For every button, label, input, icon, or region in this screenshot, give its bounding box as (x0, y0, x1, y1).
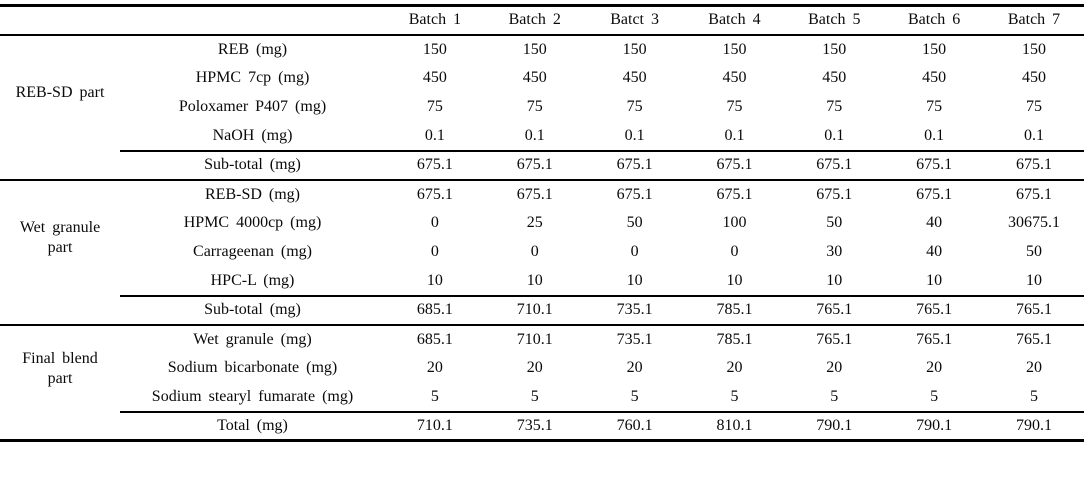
subtotal-value: 675.1 (685, 151, 785, 180)
value-cell: 5 (1030, 387, 1039, 405)
batch-header: Batch 6 (884, 6, 984, 35)
ingredient-label: HPMC 7cp (mg) (195, 69, 310, 86)
subtotal-value: 675.1 (585, 151, 685, 180)
value-cell: 0.1 (824, 126, 845, 144)
value-cell: 0.1 (924, 126, 945, 144)
value-cell: 5 (930, 387, 939, 405)
group-spacer (0, 412, 120, 441)
value-cell: 5 (530, 387, 539, 405)
subtotal-row (0, 151, 1084, 180)
table-row (0, 209, 1084, 238)
value-cell: 20 (826, 359, 843, 376)
table-row (0, 238, 1084, 267)
subtotal-value: 685.1 (385, 296, 485, 325)
group-spacer (0, 296, 120, 325)
ingredient-label: Sodium stearyl fumarate (mg) (151, 387, 354, 405)
value-cell: 785.1 (716, 330, 753, 348)
ingredient-label: HPC-L (mg) (210, 271, 295, 289)
value-cell: 0.1 (724, 126, 745, 144)
value-cell: 10 (626, 271, 643, 289)
value-cell: 75 (726, 98, 743, 115)
value-cell: 10 (826, 271, 843, 289)
subtotal-label: Sub-total (mg) (120, 151, 385, 180)
value-cell: 10 (1026, 271, 1043, 289)
value-cell: 20 (926, 359, 943, 376)
value-cell: 20 (726, 359, 743, 376)
value-cell: 0.1 (524, 126, 545, 144)
value-cell: 710.1 (516, 330, 553, 348)
total-value: 790.1 (984, 412, 1084, 441)
value-cell: 765.1 (816, 330, 853, 348)
table-row (0, 122, 1084, 151)
subtotal-value: 675.1 (984, 151, 1084, 180)
value-cell: 10 (926, 271, 943, 289)
value-cell: 40 (926, 243, 943, 260)
value-cell: 50 (626, 214, 643, 231)
table-row (0, 180, 1084, 209)
value-cell: 75 (1026, 98, 1043, 115)
value-cell: 450 (622, 69, 647, 86)
value-cell: 450 (1022, 69, 1047, 86)
value-cell: 150 (622, 40, 647, 58)
table-row (0, 267, 1084, 296)
value-cell: 150 (422, 40, 447, 58)
subtotal-value: 675.1 (385, 151, 485, 180)
value-cell: 0 (630, 243, 639, 260)
value-cell: 675.1 (516, 185, 553, 203)
value-cell: 150 (722, 40, 747, 58)
batch-header: Batch 2 (485, 6, 585, 35)
corner-cell (0, 6, 385, 35)
ingredient-label: REB (mg) (217, 40, 288, 58)
formulation-table (0, 4, 1084, 442)
value-cell: 450 (822, 69, 847, 86)
value-cell: 450 (422, 69, 447, 86)
ingredient-label: Wet granule (mg) (193, 330, 312, 348)
ingredient-label: Poloxamer P407 (mg) (178, 98, 327, 115)
value-cell: 5 (630, 387, 639, 405)
total-value: 760.1 (585, 412, 685, 441)
subtotal-value: 765.1 (784, 296, 884, 325)
value-cell: 75 (526, 98, 543, 115)
value-cell: 5 (730, 387, 739, 405)
value-cell: 75 (826, 98, 843, 115)
value-cell: 30 (826, 243, 843, 260)
subtotal-value: 675.1 (485, 151, 585, 180)
value-cell: 5 (430, 387, 439, 405)
ingredient-label: NaOH (mg) (212, 126, 293, 144)
value-cell: 20 (526, 359, 543, 376)
value-cell: 735.1 (616, 330, 653, 348)
total-row (0, 412, 1084, 441)
group-label: REB-SD part (15, 84, 105, 101)
total-label: Total (mg) (120, 412, 385, 441)
group-label: Wet granule part (19, 219, 101, 256)
value-cell: 675.1 (716, 185, 753, 203)
value-cell: 685.1 (416, 330, 453, 348)
value-cell: 675.1 (1016, 185, 1053, 203)
subtotal-value: 675.1 (784, 151, 884, 180)
ingredient-label: REB-SD (mg) (205, 185, 300, 203)
batch-header: Batch 1 (385, 6, 485, 35)
value-cell: 675.1 (816, 185, 853, 203)
value-cell: 50 (826, 214, 843, 231)
batch-header: Batch 7 (984, 6, 1084, 35)
value-cell: 0 (430, 214, 439, 231)
value-cell: 10 (726, 271, 743, 289)
value-cell: 0.1 (424, 126, 445, 144)
total-value: 735.1 (485, 412, 585, 441)
value-cell: 150 (1022, 40, 1047, 58)
header-row (0, 6, 1084, 35)
value-cell: 450 (722, 69, 747, 86)
value-cell: 75 (926, 98, 943, 115)
value-cell: 150 (522, 40, 547, 58)
value-cell: 450 (922, 69, 947, 86)
total-value: 790.1 (884, 412, 984, 441)
ingredient-label: Carrageenan (mg) (193, 243, 312, 260)
value-cell: 765.1 (916, 330, 953, 348)
ingredient-label: HPMC 4000cp (mg) (183, 214, 322, 231)
value-cell: 25 (526, 214, 543, 231)
value-cell: 40 (926, 214, 943, 231)
value-cell: 150 (922, 40, 947, 58)
group-spacer (0, 151, 120, 180)
table-row (0, 64, 1084, 93)
value-cell: 765.1 (1016, 330, 1053, 348)
value-cell: 20 (626, 359, 643, 376)
group-label: Final blend part (22, 349, 98, 387)
batch-header: Batch 4 (685, 6, 785, 35)
subtotal-row (0, 296, 1084, 325)
value-cell: 100 (722, 214, 747, 231)
total-value: 790.1 (784, 412, 884, 441)
value-cell: 20 (1026, 359, 1043, 376)
table-row (0, 35, 1084, 64)
subtotal-value: 785.1 (685, 296, 785, 325)
value-cell: 10 (426, 271, 443, 289)
value-cell: 675.1 (916, 185, 953, 203)
subtotal-value: 710.1 (485, 296, 585, 325)
value-cell: 675.1 (616, 185, 653, 203)
subtotal-label: Sub-total (mg) (120, 296, 385, 325)
value-cell: 10 (526, 271, 543, 289)
value-cell: 20 (426, 359, 443, 376)
value-cell: 0 (530, 243, 539, 260)
subtotal-value: 675.1 (884, 151, 984, 180)
table-row (0, 325, 1084, 354)
batch-header: Batct 3 (585, 6, 685, 35)
subtotal-value: 765.1 (884, 296, 984, 325)
total-value: 810.1 (685, 412, 785, 441)
total-value: 710.1 (385, 412, 485, 441)
value-cell: 30675.1 (1008, 214, 1061, 231)
table-row (0, 93, 1084, 122)
value-cell: 75 (626, 98, 643, 115)
value-cell: 150 (822, 40, 847, 58)
value-cell: 675.1 (416, 185, 453, 203)
ingredient-label: Sodium bicarbonate (mg) (167, 359, 338, 376)
value-cell: 50 (1026, 243, 1043, 260)
value-cell: 5 (830, 387, 839, 405)
table-row (0, 383, 1084, 412)
subtotal-value: 735.1 (585, 296, 685, 325)
value-cell: 75 (426, 98, 443, 115)
value-cell: 0 (730, 243, 739, 260)
value-cell: 450 (522, 69, 547, 86)
value-cell: 0 (430, 243, 439, 260)
table-row (0, 354, 1084, 383)
value-cell: 0.1 (1024, 126, 1045, 144)
batch-header: Batch 5 (784, 6, 884, 35)
subtotal-value: 765.1 (984, 296, 1084, 325)
value-cell: 0.1 (624, 126, 645, 144)
